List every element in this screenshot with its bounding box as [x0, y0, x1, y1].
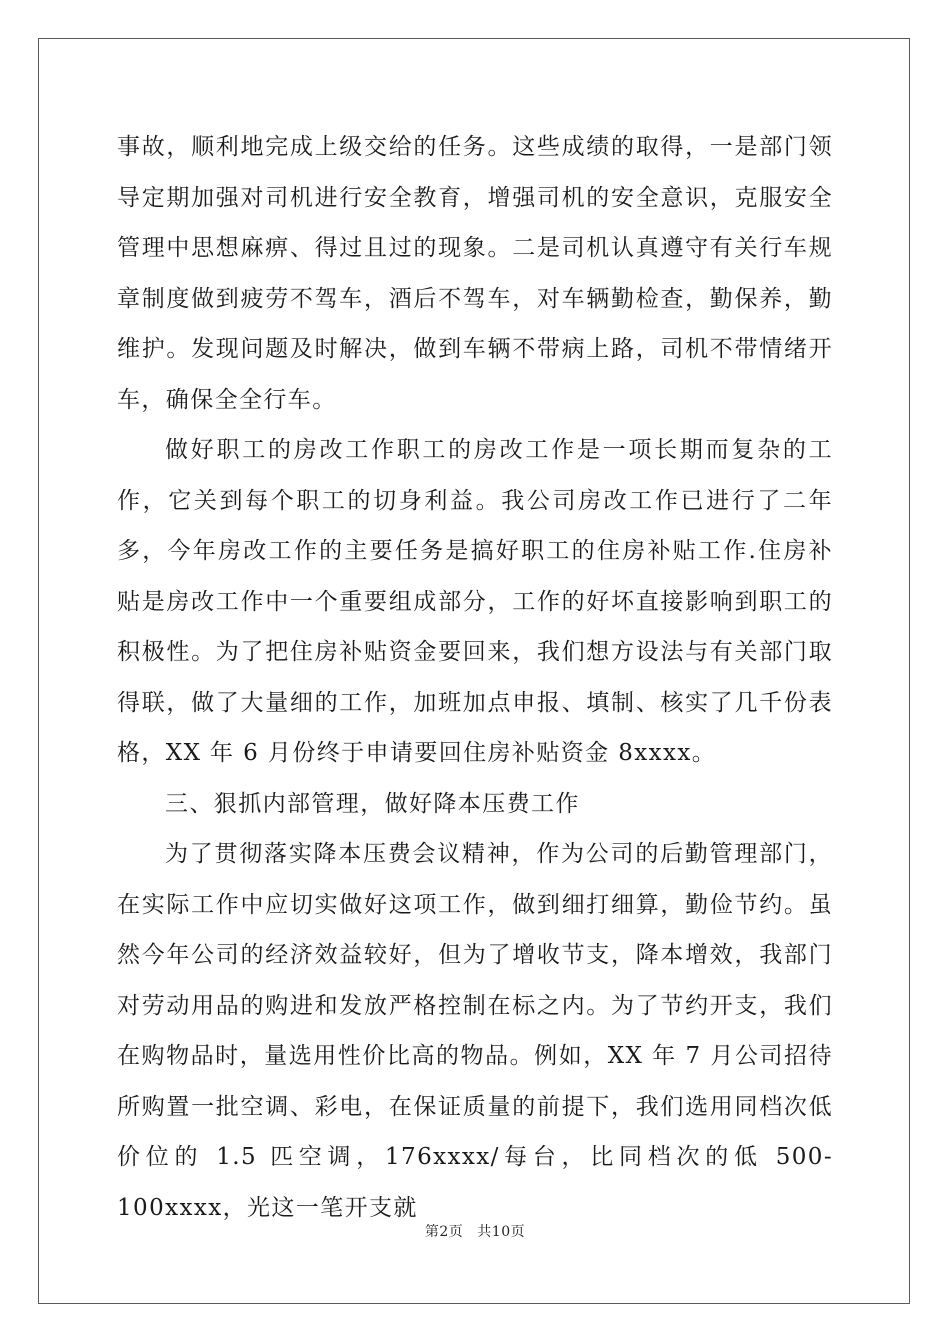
page-total: 共10页 — [477, 1224, 526, 1240]
page-footer — [0, 1221, 950, 1241]
page-number: 第2页 — [424, 1224, 464, 1240]
document-body — [117, 122, 833, 1233]
section-heading: 三、狠抓内部管理，做好降本压费工作 — [165, 790, 580, 817]
paragraph-3: 为了贯彻落实降本压费会议精神，作为公司的后勤管理部门，在实际工作中应切实做好这项工作，做到细打细算，勤俭节约。虽然今年公司的经济效益较好，但为了增收节支，降本增效，我部门对劳动用品的购进和发放严格控制在标之内。为了节约开支，我们在购物品时，量选用性价比高的物品。例如，XX 年 7 月公司招待所购置一批空调、彩电，在保证质量的前提下，我们选用同档次低价位的 1.5 匹空调，176xxxx/每台，比同档次的低 500-100xxxx，光这一笔开支就 — [117, 841, 833, 1221]
paragraph-1: 事故，顺利地完成上级交给的任务。这些成绩的取得，一是部门领导定期加强对司机进行安全教育，增强司机的安全意识，克服安全管理中思想麻痹、得过且过的现象。二是司机认真遵守有关行车规章制度做到疲劳不驾车，酒后不驾车，对车辆勤检查，勤保养，勤维护。发现问题及时解决，做到车辆不带病上路，司机不带情绪开车，确保全全行车。 — [117, 134, 833, 413]
paragraph-2: 做好职工的房改工作职工的房改工作是一项长期而复杂的工作，它关到每个职工的切身利益。我公司房改工作已进行了二年多，今年房改工作的主要任务是搞好职工的住房补贴工作.住房补贴是房改工作中一个重要组成部分，工作的好坏直接影响到职工的积极性。为了把住房补贴资金要回来，我们想方设法与有关部门取得联，做了大量细的工作，加班加点申报、填制、核实了几千份表格，XX 年 6 月份终于申请要回住房补贴资金 8xxxx。 — [117, 437, 833, 766]
